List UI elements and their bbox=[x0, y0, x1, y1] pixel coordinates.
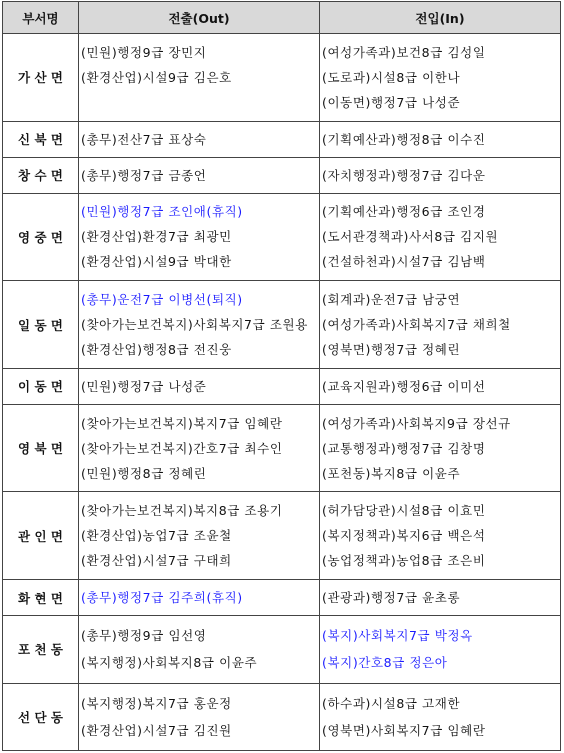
out-entry: (찾아가는보건복지)사회복지7급 조원용 bbox=[81, 317, 308, 333]
in-entry: (교통행정과)행정7급 김창명 bbox=[322, 440, 486, 456]
table-row bbox=[3, 616, 561, 683]
out-entry-highlighted: (총무)행정7급 김주희(휴직) bbox=[81, 590, 243, 606]
out-entry: (민원)행정9급 장민지 bbox=[81, 44, 207, 60]
table-row bbox=[3, 34, 561, 122]
out-entry: (민원)행정7급 나성준 bbox=[81, 378, 207, 394]
in-entry-highlighted: (복지)간호8급 정은아 bbox=[322, 655, 448, 671]
table-row bbox=[3, 580, 561, 616]
out-cell bbox=[79, 157, 320, 193]
table-row bbox=[3, 683, 561, 750]
out-entry: (총무)행정9급 임선영 bbox=[81, 628, 207, 644]
in-cell bbox=[320, 34, 561, 122]
in-entry: (허가담당관)시설8급 이효민 bbox=[322, 503, 486, 519]
out-cell bbox=[79, 683, 320, 750]
header-in: 전입(In) bbox=[320, 2, 561, 34]
out-cell bbox=[79, 368, 320, 404]
in-cell bbox=[320, 193, 561, 281]
out-entry: (복지행정)복지7급 홍운정 bbox=[81, 695, 232, 711]
table-row bbox=[3, 404, 561, 492]
in-entry: (교육지원과)행정6급 이미선 bbox=[322, 378, 486, 394]
out-entry: (환경산업)행정8급 전진웅 bbox=[81, 342, 232, 358]
in-entry: (도로과)시설8급 이한나 bbox=[322, 69, 461, 85]
dept-cell: 영 북 면 bbox=[3, 404, 79, 492]
in-entry: (여성가족과)사회복지7급 채희철 bbox=[322, 317, 511, 333]
dept-cell: 이 동 면 bbox=[3, 368, 79, 404]
in-entry: (하수과)시설8급 고재한 bbox=[322, 695, 461, 711]
out-entry: (환경산업)시설9급 박대한 bbox=[81, 254, 232, 270]
out-entry: (찾아가는보건복지)복지7급 임혜란 bbox=[81, 415, 283, 431]
out-entry: (총무)전산7급 표상숙 bbox=[81, 131, 207, 147]
in-entry: (여성가족과)사회복지9급 장선규 bbox=[322, 415, 511, 431]
out-cell bbox=[79, 580, 320, 616]
in-entry: (이동면)행정7급 나성준 bbox=[322, 94, 461, 110]
out-entry: (환경산업)환경7급 최광민 bbox=[81, 229, 232, 245]
header-dept: 부서명 bbox=[3, 2, 79, 34]
in-entry: (여성가족과)보건8급 김성일 bbox=[322, 44, 486, 60]
table-row bbox=[3, 368, 561, 404]
in-entry: (포천동)복지8급 이윤주 bbox=[322, 465, 461, 481]
dept-cell: 선 단 동 bbox=[3, 683, 79, 750]
in-entry: (도서관경책과)사서8급 김지원 bbox=[322, 229, 499, 245]
dept-cell: 창 수 면 bbox=[3, 157, 79, 193]
in-entry: (복지정책과)복지6급 백은석 bbox=[322, 528, 486, 544]
table-row bbox=[3, 121, 561, 157]
out-cell bbox=[79, 121, 320, 157]
out-entry: (환경산업)시설7급 김진원 bbox=[81, 722, 232, 738]
out-cell bbox=[79, 34, 320, 122]
out-entry-highlighted: (총무)운전7급 이병선(퇴직) bbox=[81, 292, 243, 308]
dept-cell: 포 천 동 bbox=[3, 616, 79, 683]
in-entry: (건설하천과)시설7급 김남백 bbox=[322, 254, 486, 270]
out-entry: (환경산업)농업7급 조윤철 bbox=[81, 528, 232, 544]
out-entry-highlighted: (민원)행정7급 조인애(휴직) bbox=[81, 204, 243, 220]
out-cell bbox=[79, 404, 320, 492]
in-entry: (자치행정과)행정7급 김다운 bbox=[322, 167, 486, 183]
in-entry: (회계과)운전7급 남궁연 bbox=[322, 292, 461, 308]
in-entry: (영북면)사회복지7급 임혜란 bbox=[322, 722, 486, 738]
out-cell bbox=[79, 492, 320, 580]
out-cell bbox=[79, 616, 320, 683]
header-out: 전출(Out) bbox=[79, 2, 320, 34]
table-row bbox=[3, 157, 561, 193]
in-cell bbox=[320, 121, 561, 157]
dept-cell: 신 북 면 bbox=[3, 121, 79, 157]
in-cell bbox=[320, 157, 561, 193]
in-entry: (기획예산과)행정8급 이수진 bbox=[322, 131, 486, 147]
in-entry: (기획예산과)행정6급 조인경 bbox=[322, 204, 486, 220]
in-cell bbox=[320, 683, 561, 750]
out-entry: (민원)행정8급 정혜린 bbox=[81, 465, 207, 481]
dept-cell: 가 산 면 bbox=[3, 34, 79, 122]
header-row bbox=[3, 2, 561, 34]
out-entry: (찾아가는보건복지)간호7급 최수인 bbox=[81, 440, 283, 456]
in-entry: (농업정책과)농업8급 조은비 bbox=[322, 553, 486, 569]
in-entry: (영북면)행정7급 정혜린 bbox=[322, 342, 461, 358]
personnel-transfer-table bbox=[2, 1, 561, 751]
out-entry: (환경산업)시설7급 구태희 bbox=[81, 553, 232, 569]
table-row bbox=[3, 193, 561, 281]
dept-cell: 영 중 면 bbox=[3, 193, 79, 281]
in-cell bbox=[320, 368, 561, 404]
out-entry: (찾아가는보건복지)복지8급 조용기 bbox=[81, 503, 283, 519]
in-cell bbox=[320, 616, 561, 683]
in-entry-highlighted: (복지)사회복지7급 박정옥 bbox=[322, 628, 473, 644]
out-entry: (환경산업)시설9급 김은호 bbox=[81, 69, 232, 85]
out-entry: (총무)행정7급 금종언 bbox=[81, 167, 207, 183]
in-cell bbox=[320, 580, 561, 616]
out-cell bbox=[79, 281, 320, 369]
in-cell bbox=[320, 404, 561, 492]
table-row bbox=[3, 281, 561, 369]
dept-cell: 관 인 면 bbox=[3, 492, 79, 580]
out-entry: (복지행정)사회복지8급 이윤주 bbox=[81, 655, 258, 671]
in-cell bbox=[320, 281, 561, 369]
dept-cell: 일 동 면 bbox=[3, 281, 79, 369]
dept-cell: 화 현 면 bbox=[3, 580, 79, 616]
table-row bbox=[3, 492, 561, 580]
out-cell bbox=[79, 193, 320, 281]
in-cell bbox=[320, 492, 561, 580]
in-entry: (관광과)행정7급 윤초롱 bbox=[322, 590, 461, 606]
out-entry-empty bbox=[81, 90, 319, 115]
